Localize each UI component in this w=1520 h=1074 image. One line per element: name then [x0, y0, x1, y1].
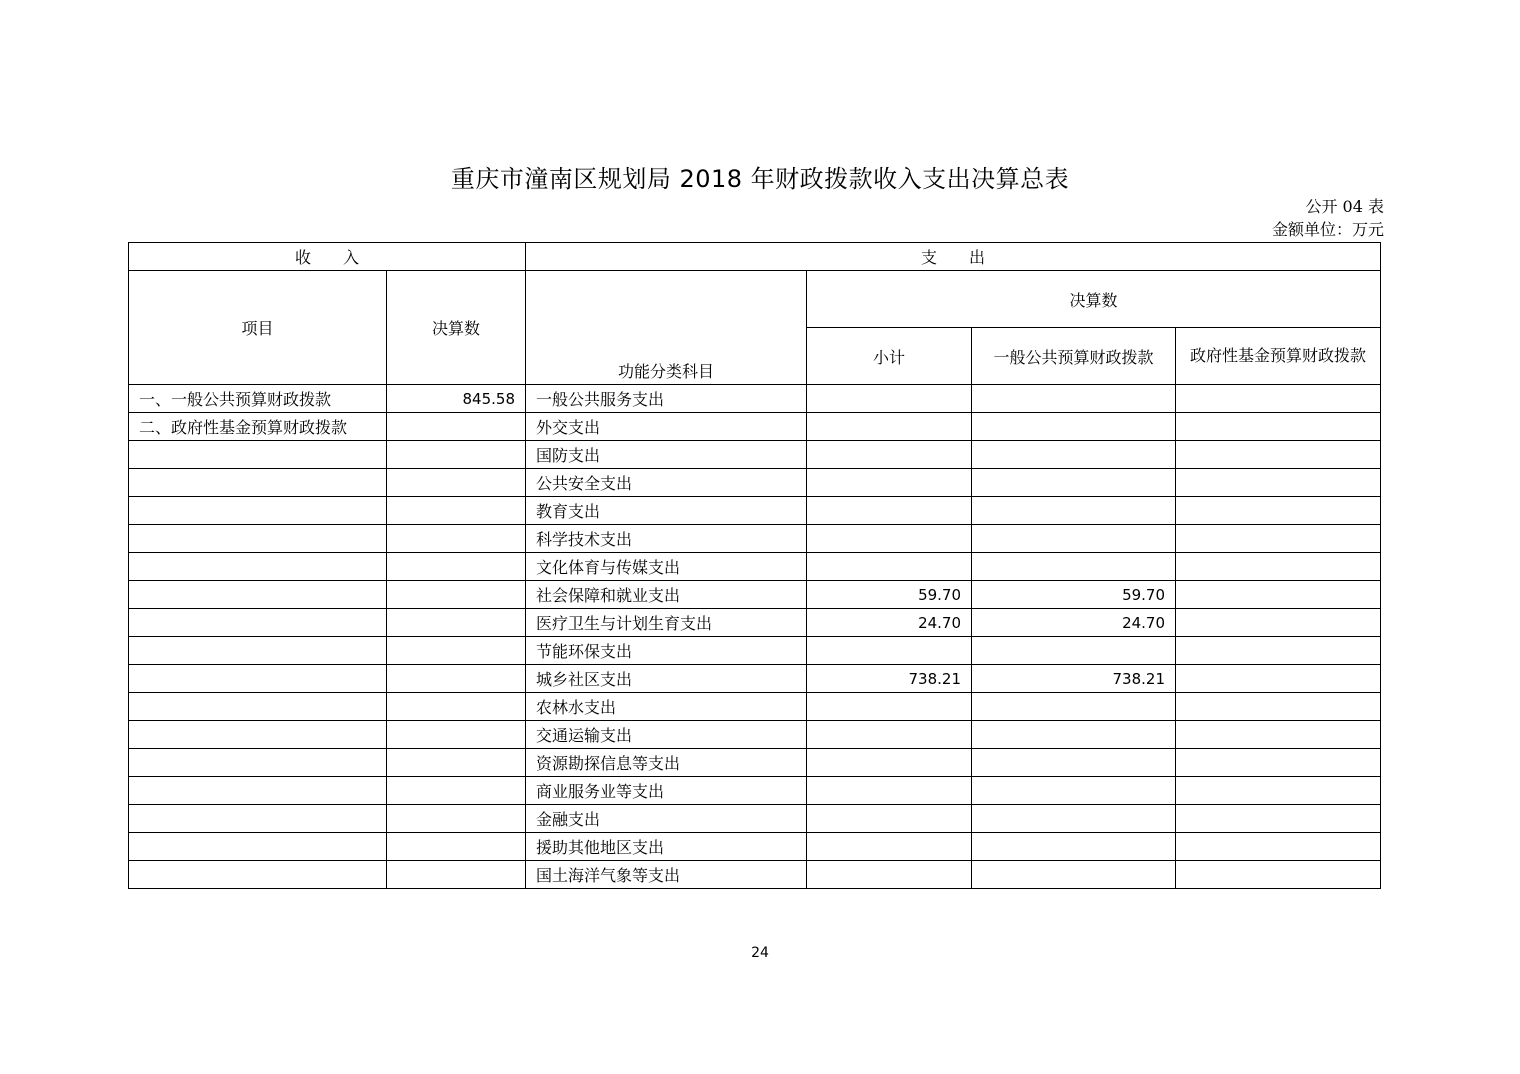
budget-table [128, 242, 1381, 889]
subtotal-cell [807, 777, 972, 805]
table-row [129, 833, 1381, 861]
income-amount-cell [387, 413, 526, 441]
income-item-cell [129, 721, 387, 749]
general-budget-cell [972, 637, 1176, 665]
income-amount-cell [387, 497, 526, 525]
subtotal-cell [807, 553, 972, 581]
expense-item-cell: 城乡社区支出 [526, 665, 807, 693]
expense-item-cell: 科学技术支出 [526, 525, 807, 553]
expense-item-cell: 文化体育与传媒支出 [526, 553, 807, 581]
table-row [129, 861, 1381, 889]
income-item-cell [129, 525, 387, 553]
income-amount-cell [387, 553, 526, 581]
subtotal-header: 小计 [807, 328, 972, 385]
gov-fund-cell [1176, 469, 1381, 497]
income-item-cell [129, 833, 387, 861]
gov-fund-cell [1176, 413, 1381, 441]
table-row [129, 469, 1381, 497]
income-amount-cell [387, 777, 526, 805]
table-row [129, 553, 1381, 581]
subtotal-cell [807, 525, 972, 553]
expense-item-cell: 交通运输支出 [526, 721, 807, 749]
income-amount-cell [387, 469, 526, 497]
expense-item-cell: 外交支出 [526, 413, 807, 441]
subtotal-cell [807, 833, 972, 861]
expense-section-header: 支 出 [526, 243, 1381, 271]
function-class-header: 功能分类科目 [526, 271, 807, 385]
general-budget-header: 一般公共预算财政拨款 [972, 328, 1176, 385]
expense-item-cell: 国土海洋气象等支出 [526, 861, 807, 889]
income-item-cell [129, 665, 387, 693]
general-budget-cell [972, 441, 1176, 469]
table-row [129, 749, 1381, 777]
gov-fund-cell [1176, 861, 1381, 889]
gov-fund-cell [1176, 805, 1381, 833]
gov-fund-cell [1176, 553, 1381, 581]
expense-item-cell: 医疗卫生与计划生育支出 [526, 609, 807, 637]
income-amount-cell [387, 805, 526, 833]
table-row [129, 385, 1381, 413]
table-row [129, 805, 1381, 833]
income-amount-cell [387, 693, 526, 721]
general-budget-cell [972, 805, 1176, 833]
income-item-cell [129, 469, 387, 497]
table-row [129, 497, 1381, 525]
income-amount-cell [387, 721, 526, 749]
income-item-cell [129, 441, 387, 469]
expense-item-cell: 一般公共服务支出 [526, 385, 807, 413]
expense-item-cell: 公共安全支出 [526, 469, 807, 497]
subtotal-cell [807, 441, 972, 469]
expense-final-header: 决算数 [807, 271, 1381, 328]
table-row [129, 525, 1381, 553]
general-budget-cell [972, 497, 1176, 525]
general-budget-cell: 59.70 [972, 581, 1176, 609]
section-header-row [129, 243, 1381, 271]
subtotal-cell: 24.70 [807, 609, 972, 637]
expense-item-cell: 教育支出 [526, 497, 807, 525]
general-budget-cell: 738.21 [972, 665, 1176, 693]
income-item-cell [129, 553, 387, 581]
table-row [129, 777, 1381, 805]
income-amount-cell [387, 637, 526, 665]
gov-fund-cell [1176, 441, 1381, 469]
gov-fund-cell [1176, 777, 1381, 805]
table-row [129, 609, 1381, 637]
table-row [129, 693, 1381, 721]
gov-fund-cell [1176, 721, 1381, 749]
income-item-cell [129, 637, 387, 665]
table-row [129, 637, 1381, 665]
subtotal-cell [807, 497, 972, 525]
subtotal-cell: 738.21 [807, 665, 972, 693]
expense-item-cell: 资源勘探信息等支出 [526, 749, 807, 777]
table-row [129, 413, 1381, 441]
income-amount-cell [387, 525, 526, 553]
item-header: 项目 [129, 271, 387, 385]
subtotal-cell [807, 385, 972, 413]
income-amount-cell [387, 833, 526, 861]
gov-fund-cell [1176, 665, 1381, 693]
gov-fund-cell [1176, 497, 1381, 525]
expense-item-cell: 农林水支出 [526, 693, 807, 721]
general-budget-cell [972, 861, 1176, 889]
expense-item-cell: 社会保障和就业支出 [526, 581, 807, 609]
expense-item-cell: 商业服务业等支出 [526, 777, 807, 805]
subtotal-cell [807, 413, 972, 441]
gov-fund-cell [1176, 637, 1381, 665]
subtotal-cell [807, 469, 972, 497]
expense-item-cell: 节能环保支出 [526, 637, 807, 665]
table-row [129, 665, 1381, 693]
general-budget-cell [972, 469, 1176, 497]
expense-item-cell: 国防支出 [526, 441, 807, 469]
gov-fund-cell [1176, 609, 1381, 637]
general-budget-cell [972, 777, 1176, 805]
final-amount-header: 决算数 [387, 271, 526, 385]
document-title: 重庆市潼南区规划局 2018 年财政拨款收入支出决算总表 [450, 165, 1070, 193]
column-header-row-1 [129, 271, 1381, 328]
income-item-cell: 二、政府性基金预算财政拨款 [129, 413, 387, 441]
subtotal-cell [807, 749, 972, 777]
income-amount-cell [387, 609, 526, 637]
income-amount-cell [387, 665, 526, 693]
income-item-cell [129, 581, 387, 609]
subtotal-cell [807, 637, 972, 665]
gov-fund-cell [1176, 581, 1381, 609]
general-budget-cell [972, 833, 1176, 861]
table-row [129, 721, 1381, 749]
amount-unit: 金额单位：万元 [1271, 220, 1384, 239]
income-amount-cell [387, 749, 526, 777]
general-budget-cell [972, 385, 1176, 413]
general-budget-cell [972, 525, 1176, 553]
income-item-cell [129, 777, 387, 805]
income-amount-cell [387, 581, 526, 609]
expense-item-cell: 援助其他地区支出 [526, 833, 807, 861]
gov-fund-cell [1176, 693, 1381, 721]
subtotal-cell [807, 721, 972, 749]
income-amount-cell [387, 861, 526, 889]
expense-item-cell: 金融支出 [526, 805, 807, 833]
general-budget-cell [972, 553, 1176, 581]
page-number: 24 [751, 945, 769, 961]
gov-fund-cell [1176, 749, 1381, 777]
gov-fund-cell [1176, 833, 1381, 861]
subtotal-cell [807, 805, 972, 833]
income-section-header: 收 入 [129, 243, 526, 271]
subtotal-cell [807, 861, 972, 889]
income-item-cell: 一、一般公共预算财政拨款 [129, 385, 387, 413]
general-budget-cell [972, 693, 1176, 721]
income-item-cell [129, 749, 387, 777]
general-budget-cell [972, 749, 1176, 777]
general-budget-cell: 24.70 [972, 609, 1176, 637]
general-budget-cell [972, 413, 1176, 441]
table-row [129, 581, 1381, 609]
gov-fund-header: 政府性基金预算财政拨款 [1176, 328, 1381, 385]
income-amount-cell [387, 441, 526, 469]
table-code: 公开 04 表 [1305, 197, 1384, 216]
gov-fund-cell [1176, 525, 1381, 553]
income-item-cell [129, 693, 387, 721]
general-budget-cell [972, 721, 1176, 749]
subtotal-cell: 59.70 [807, 581, 972, 609]
gov-fund-cell [1176, 385, 1381, 413]
income-amount-cell: 845.58 [387, 385, 526, 413]
income-item-cell [129, 805, 387, 833]
income-item-cell [129, 609, 387, 637]
income-item-cell [129, 861, 387, 889]
income-item-cell [129, 497, 387, 525]
subtotal-cell [807, 693, 972, 721]
table-row [129, 441, 1381, 469]
